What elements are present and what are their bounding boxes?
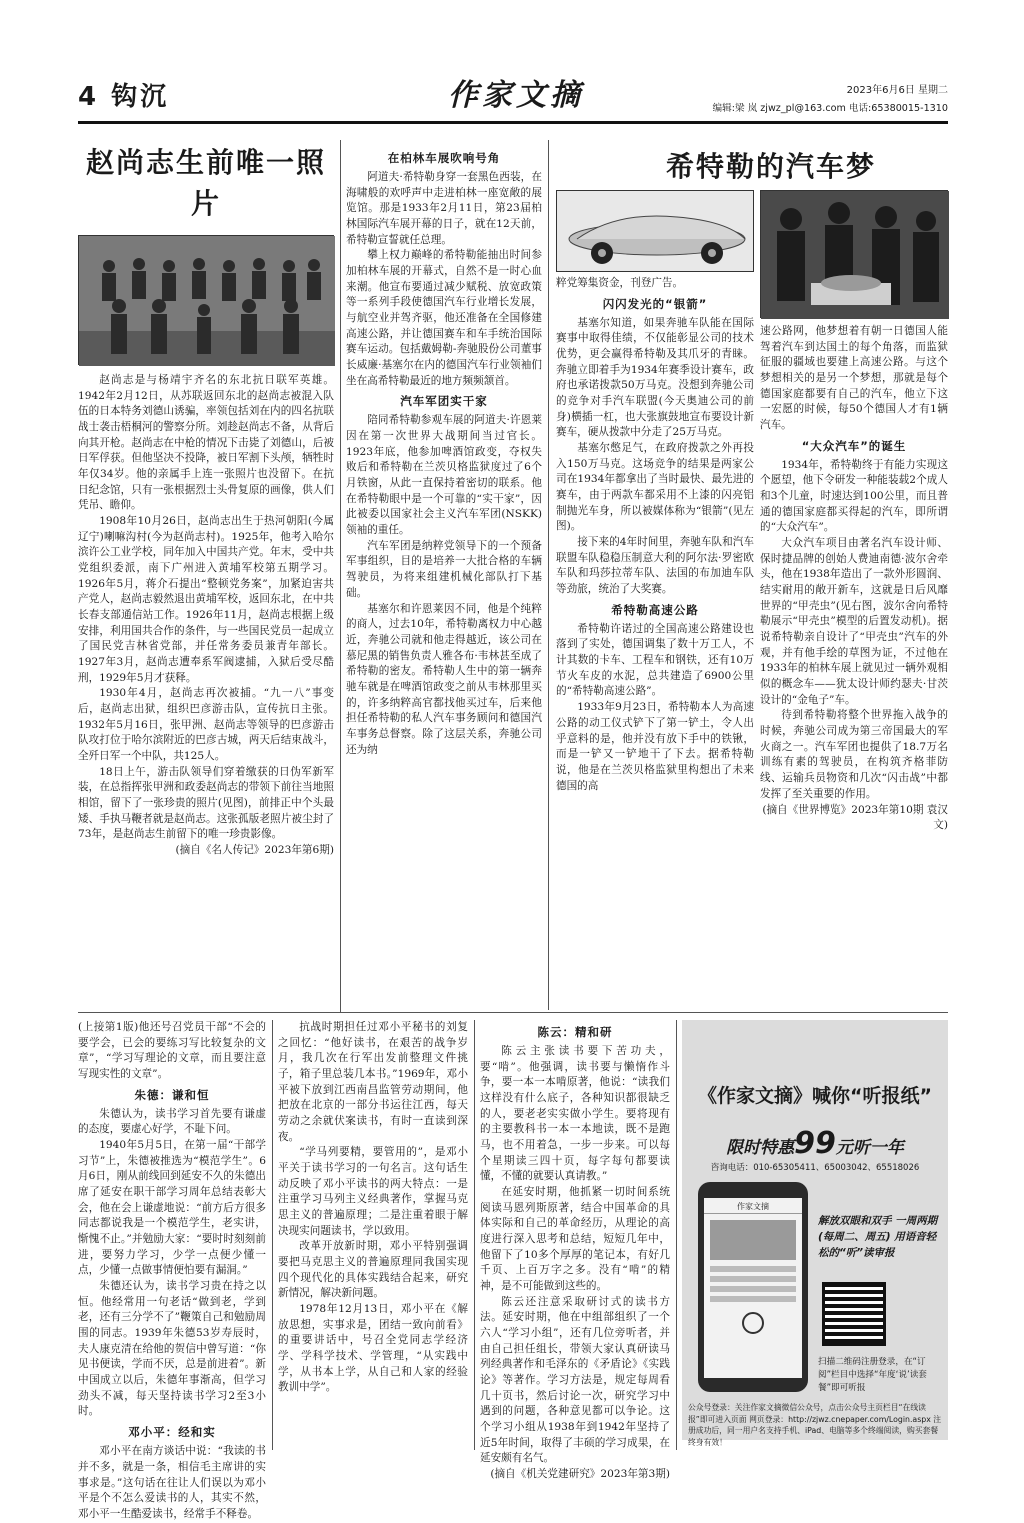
paragraph: 陈云还注意采取研讨式的读书方法。延安时期，他在中组部组织了一个六人“学习小组”，还有几位旁听者，并由自己担任组长，带领大家认真研读马列经典著作和毛泽东的《矛盾论》《实践论》等著作。学习方法是，规定每周看几十页书，然后讨论一次，研究学习中遇到的问题，各种意见都可以争论。这个学习小组从1938年到1942年坚持了近5年时间，取得了丰硕的学习成果，在延安颇有名气。 [480, 1295, 670, 1465]
article-study-col1 [78, 1020, 266, 1523]
paragraph: 基塞尔和许恩莱因不同，他是个纯粹的商人，过去10年，希特勒离权力中心越近，奔驰公司就和他走得越近，该公司在慕尼黑的销售负责人雅各布·韦林甚至成了希特勒的密友。希特勒人生中的第一辆奔驰车就是在啤酒馆政变之前从韦林那里买的，许多纳粹高官都找他买过车，后来他担任希特勒的私人汽车事务顾问和德国汽车事务总督察。除了这层关系，奔驰公司还为纳 [346, 602, 542, 756]
article-hitler-col3 [760, 324, 948, 834]
section-divider [78, 1012, 948, 1013]
paragraph: (上接第1版)他还号召党员干部“不会的要学会，已会的要练习写比较复杂的文章”，“学习写理论的文章，而且要注意写现实性的文章”。 [78, 1021, 266, 1081]
paragraph: 邓小平在南方谈话中说：“我读的书并不多，就是一条，相信毛主席讲的实事求是。”这句话在往让人们误以为邓小平是个不怎么爱读书的人，其实不然，邓小平一生酷爱读书，经常手不释卷。 [78, 1445, 266, 1520]
price-value: 99 [794, 1126, 836, 1161]
article-study-col3 [480, 1020, 670, 1483]
ad-price [682, 1122, 948, 1166]
paragraph: 攀上权力巅峰的希特勒能抽出时间参加柏林车展的开幕式，自然不是一时心血来潮。他宣布要通过减少赋税、放宽政策等一系列手段使德国汽车行业增长发展，与航空业并驾齐驱，他还准备在全国修建高速公路，并让德国赛车和车手统治国际赛车运动。包括戴姆勒-奔驰股份公司董事长威廉·基塞尔在内的德国汽车行业领袖们坐在高希特勒最近的地方频频颔首。 [346, 249, 542, 387]
paragraph: 1933年9月23日，希特勒本人为高速公路的动工仪式铲下了第一铲土，令人出乎意料的是，他并没有放下手中的铁锹，而是一铲又一铲地干了下去。据希特勒说，他是在兰茨贝格监狱里构想出了未来德国的高 [556, 701, 754, 792]
screen-line [710, 1276, 796, 1282]
phone-screen-title: 作家文摘 [704, 1198, 802, 1214]
paragraph: 18日上午，游击队领导们穿着缴获的日伪军新军装，在总指挥张甲洲和政委赵尚志的带领下前往当地照相馆，留下了一张珍贵的照片(见图)，前排正中个头最矮、手执马鞭者就是赵尚志。这张孤版老照片被尘封了73年，是赵尚志生前留下的唯一珍贵影像。 [78, 765, 334, 841]
article-title: 赵尚志生前唯一照片 [85, 146, 326, 221]
screen-line [710, 1286, 796, 1292]
paragraph: 1940年5月5日，在第一届“干部学习节”上，朱德被推选为“模范学生”。6月6日，刚从前线回到延安不久的朱德出席了延安在职干部学习周年总结表彰大会，他在会上谦虚地说：“前方后方很多同志都说我是一个模范学生，老实讲，惭愧不止。”并勉励大家：“要时时刻刻前进，要努力学习，少学一点便少懂一点，少懂一点做事情便怕要有漏洞。” [78, 1139, 266, 1277]
article-body [78, 373, 334, 859]
screen-line [710, 1296, 796, 1302]
article-hitler-mid-column [346, 146, 542, 758]
section-heading: 汽车军团实干家 [400, 394, 488, 409]
newspaper-logo: 作家文摘 [448, 78, 584, 113]
article-hitler-col2 [556, 276, 754, 794]
group-photo [78, 235, 334, 365]
paragraph: 在延安时期，他抓紧一切时间系统阅读马恩列斯原著，结合中国革命的具体实际和自己的革命经历，从理论的高度进行深入思考和总结，短短几年中，他留下了10多个厚厚的笔记本，有好几千页、上百万字之多。没有“啃”的精神，是不可能做到这些的。 [480, 1186, 670, 1293]
column-divider [676, 1020, 677, 1450]
listen-newspaper-ad[interactable] [682, 1020, 948, 1448]
qr-code-icon[interactable] [822, 1282, 886, 1346]
article-source: (摘自《世界博览》2023年第10期 袁汉文) [762, 803, 948, 832]
paragraph: 陈云主张读书要下苦功夫，要“啃”。他强调，读书要与懒惰作斗争，要一本一本啃原著，他说：“读我们这样没有什么底子，各种知识都很缺乏的人，要老老实实做小学生。要将现有的主要教科书一本一本地读，既不是跑马，也不用着急，一步一步来。可以每个星期读三四十页，每字每句都要读懂，不懂的就要认真请教。” [480, 1045, 670, 1183]
section-heading: 邓小平：经和实 [128, 1425, 216, 1440]
paragraph: 待到希特勒将整个世界拖入战争的时候，奔驰公司成为第三帝国最大的军火商之一。汽车军团也提供了18.7万名训练有素的驾驶员，在构筑齐格菲防线、运输兵员物资和几次“闪击战”中都发挥了至关重要的作用。 [760, 709, 948, 800]
paragraph: 基塞尔知道，如果奔驰车队能在国际赛事中取得佳绩，不仅能彰显公司的技术优势，更会赢得希特勒及其爪牙的青睐。奔驰立即着手为1934年赛季设计赛车，政府也承诺拨款50万马克。没想到奔驰公司的竞争对手汽车联盟(今天奥迪公司的前身)横插一杠，也大张旗鼓地宣布要设计新赛车，硬从拨款中分走了25万马克。 [556, 316, 754, 439]
paragraph: 希特勒许诺过的全国高速公路建设也落到了实处，德国调集了数十万工人，不计其数的卡车、工程车和钢铁，还有10万节火车皮的水泥，总共建造了6900公里的“希特勒高速公路”。 [556, 622, 754, 698]
paragraph: 陪同希特勒参观车展的阿道夫·许恩莱因在第一次世界大战期间当过官长。1923年底，他参加啤酒馆政变，夺权失败后和希特勒在兰茨贝格监狱度过了6个月铁窗，从此一直保持着密切的联系。他在希特勒眼中是一个可靠的“实干家”，因此被委以国家社会主义汽车军团(NSKK)领袖的重任。 [346, 414, 542, 537]
play-button-icon [742, 1312, 764, 1334]
ad-slogan: 解放双眼和双手 一周两期(每周二、周五) 用语音轻松的“听”读审报 [818, 1215, 938, 1259]
price-suffix: 元听一年 [835, 1138, 904, 1158]
paragraph: 汽车军团是纳粹党领导下的一个预备军事组织，目的是培养一大批合格的车辆驾驶员，为将来组建机械化部队打下基础。 [346, 539, 542, 599]
article-study-col2 [278, 1020, 468, 1396]
screen-line [710, 1266, 796, 1272]
paragraph: 1978年12月13日，邓小平在《解放思想，实事求是，团结一致向前看》的重要讲话中，号召全党同志学经济学、学科学技术、学管理，“从实践中学，从书本上学，从自己和人家的经验教训中学”。 [278, 1303, 468, 1394]
paragraph: “学马列要精，要管用的”，是邓小平关于读书学习的一句名言。这句话生动反映了邓小平读书的两大特点：一是注重学习马列主义经典著作，掌握马克思主义的普遍原理；二是注重着眼于解决现实问题读书，学以致用。 [278, 1146, 468, 1237]
column-divider [548, 140, 549, 1010]
paragraph: 阿道夫·希特勒身穿一套黑色西装，在海啸般的欢呼声中走进柏林一座宽敞的展览馆。那是1933年2月11日，第23届柏林国际汽车展开幕的日子，就在12天前，希特勒宣誓就任总理。 [346, 171, 542, 246]
article-source: (摘自《机关党建研究》2023年第3期) [490, 1468, 670, 1481]
paragraph: 赵尚志是与杨靖宇齐名的东北抗日联军英雄。1942年2月12日，从苏联返回东北的赵尚志被混入队伍的日本特务刘德山诱骗，率领包括刘在内的四名抗联战士袭击梧桐河的警察分所。刘趁赵尚志不备，从背后向其开枪。赵尚志在中枪的情况下击毙了刘德山，后被日军俘获。但他坚决不投降，被日军割下头颅，牺牲时年仅34岁。他的亲属手上连一张照片也没留下。在抗日纪念馆，只有一张根据烈士头骨复原的画像，供人们凭吊、瞻仰。 [78, 373, 334, 512]
ad-footer: 公众号登录：关注作家文摘微信公众号，点击公众号主页栏目“在线读报”即可进入页面 网页登录：http://zjwz.cnepaper.com/Login.aspx 注册成功后，同一用户名支持手机、iPad、电脑等多个终端阅读，购买套餐终身有效！ [688, 1403, 942, 1448]
paragraph: 1908年10月26日，赵尚志出生于热河朝阳(今属辽宁)喇嘛沟村(今为赵尚志村)。1925年，他考入哈尔滨许公工业学校，同年加入中国共产党。年末，受中共党组织委派，南下广州进入黄埔军校第五期学习。1926年5月，蒋介石提出“整顿党务案”，加紧迫害共产党人，赵尚志毅然退出黄埔军校，返回东北，在中共长春支部通信站工作。1926年11月，赵尚志根据上级安排，利用国共合作的条件，与一些国民党员一起成立了国民党吉林省党部，并任常务委员兼青年部长。1927年3月，赵尚志遭奉系军阀逮捕，入狱后受尽酷刑，1929年5月才获释。 [78, 514, 334, 684]
paragraph: 改革开放新时期，邓小平特别强调要把马克思主义的普遍原理同我国实现四个现代化的具体实践结合起来，研究新情况，解决新问题。 [278, 1240, 468, 1300]
column-divider [340, 140, 341, 1012]
paragraph: 粹党筹集资金，刊登广告。 [556, 277, 684, 289]
paragraph: 抗战时期担任过邓小平秘书的刘复之回忆：“他好读书，在艰苦的战争岁月，我几次在行军出发前整理文件挑子，箱子里总装几本书。”1969年，邓小平被下放到江西南昌监管劳动期间，他把放在北京的一部分书运往江西，每天劳动之余就伏案读书，有时一直读到深夜。 [278, 1021, 468, 1143]
phone-screen [704, 1198, 802, 1378]
ad-headline: 《作家文摘》喊你“听报纸” [698, 1085, 932, 1107]
section-heading: 朱德：谦和恒 [134, 1087, 210, 1102]
price-prefix: 限时特惠 [726, 1138, 795, 1158]
section-heading: 闪闪发光的“银箭” [602, 296, 708, 311]
column-divider [474, 1020, 475, 1450]
article-hitler-car-dream [556, 146, 948, 187]
page-label: 4 钩沉 [78, 82, 170, 112]
column-divider [272, 1020, 273, 1450]
masthead [78, 74, 948, 124]
paragraph: 朱德认为，读书学习首先要有谦虚的态度，要虚心好学，不耻下问。 [78, 1107, 266, 1136]
article-zhao-shangzhi [78, 142, 334, 859]
article-title: 希特勒的汽车梦 [666, 150, 877, 183]
paragraph: 朱德还认为，读书学习贵在持之以恒。他经常用一句老话“做到老，学到老，还有三分学不了”鞭策自己和勉励周围的同志。1939年朱德53岁寿辰时，夫人康克清在给他的贺信中曾写道：“你见书便读，学而不厌，总是前进着”。新中国成立以后，朱德年事渐高，但学习劲头不减，每天坚持读书学习2至3小时。 [78, 1280, 266, 1418]
smartphone-icon [698, 1182, 808, 1392]
paragraph: 大众汽车项目由著名汽车设计师、保时捷品牌的创始人费迪南德·波尔舍牵头，他在1938年造出了一款外形圆润、结实耐用的敞开新车，这就是日后风靡世界的“甲壳虫”(见右图，波尔舍向希特勒展示“甲壳虫”模型的后置发动机)。据说希特勒亲自设计了“甲壳虫”汽车的外观，并有他手绘的草图为证，不过他在1933年的柏林车展上就见过一辆外观相似的概念车——犹太设计师约瑟夫·甘茨设计的“金龟子”车。 [760, 537, 948, 706]
paragraph: 1934年，希特勒终于有能力实现这个愿望，他下令研发一种能装载2个成人和3个儿童，时速达到100公里，而且普通的德国家庭都买得起的汽车，即所谓的“大众汽车”。 [760, 458, 948, 534]
paragraph: 基塞尔憋足气，在政府拨款之外再投入150万马克。这场竞争的结果是两家公司在1934年都拿出了当时最快、最先进的赛车，由于两款车都采用不上漆的闪亮铝制抛光车身，所以被媒体称为“银箭”(见左图)。 [556, 442, 754, 533]
porsche-hitler-photo [760, 190, 948, 318]
silver-arrow-photo [556, 190, 754, 272]
section-heading: 在柏林车展吹响号角 [387, 151, 501, 165]
screen-image [710, 1220, 796, 1260]
paragraph: 1930年4月，赵尚志再次被捕。“九一八”事变后，赵尚志出狱，组织巴彦游击队，宣传抗日主张。1932年5月16日，张甲洲、赵尚志等领导的巴彦游击队攻打位于哈尔滨附近的巴彦古城，两天后结束战斗，全歼日军一个中队，共125人。 [78, 687, 334, 762]
section-heading: 陈云：精和研 [537, 1025, 613, 1039]
ad-hotline: 咨询电话：010-65305411、65003042、65518026 [710, 1163, 920, 1173]
issue-date: 2023年6月6日 星期二 [846, 85, 948, 96]
article-source: (摘自《名人传记》2023年第6期) [175, 844, 334, 857]
paragraph: 接下来的4年时间里，奔驰车队和汽车联盟车队稳稳压制意大利的阿尔法·罗密欧车队和玛莎拉蒂车队、法国的布加迪车队等劲旅，统治了大奖赛。 [556, 536, 754, 596]
section-heading: 希特勒高速公路 [611, 602, 699, 617]
editor-contact: 编辑:梁 岚 zjwz_pl@163.com 电话:65380015-1310 [712, 103, 948, 114]
ad-scan-instructions: 扫描二维码注册登录，在“订阅”栏目中选择“年度‘说’读套餐”即可听报 [818, 1357, 927, 1393]
paragraph: 速公路网，他梦想着有朝一日德国人能驾着汽车到达国土的每个角落，而监狱征服的疆域也要建上高速公路。与这个梦想相关的是另一个梦想，那就是每个德国家庭都要有自己的汽车，他立下这一宏愿的时候，每50个德国人才有1辆汽车。 [760, 325, 948, 432]
section-heading: “大众汽车”的诞生 [801, 438, 907, 453]
